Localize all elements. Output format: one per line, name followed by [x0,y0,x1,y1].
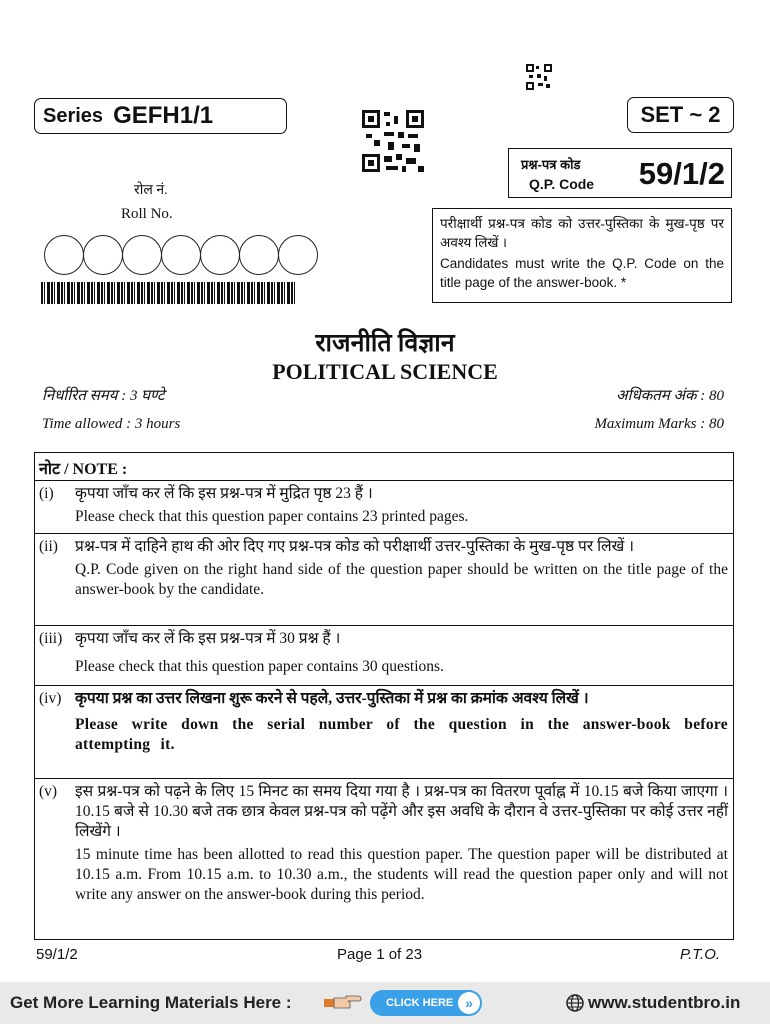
note-item-hindi: कृपया जाँच कर लें कि इस प्रश्न-पत्र में मुद्रित पृष्ठ 23 हैं । [75,485,373,502]
roll-digit-circle [83,235,123,275]
roll-digit-circle [278,235,318,275]
roll-digit-circle [239,235,279,275]
roll-digit-circle [161,235,201,275]
series-code: GEFH1/1 [113,102,214,129]
banner-text: Get More Learning Materials Here : [10,993,292,1012]
pointing-hand-icon [324,994,362,1010]
note-item-hindi: कृपया जाँच कर लें कि इस प्रश्न-पत्र में 30 प्रश्न हैं । [75,630,341,647]
qp-code-label: Q.P. Code [529,176,595,192]
click-here-button[interactable] [370,990,482,1016]
roll-digit-circle [200,235,240,275]
series-label: Series [43,104,104,127]
note-item-english: Q.P. Code given on the right hand side of the question paper should be written on the title page of the answer-book by the candidate. [75,561,728,598]
footer-paper-code: 59/1/2 [36,946,78,963]
note-item [35,685,733,776]
note-item-number: (iv) [39,690,62,707]
note-item-hindi: इस प्रश्न-पत्र को पढ़ने के लिए 15 मिनट का समय दिया गया है । प्रश्न-पत्र का वितरण पूर्वाह्न में 10.15 बजे किया जाएगा । 10.15 बजे से 10.30 बजे तक छात्र केवल प्रश्न-पत्र को पढ़ेंगे और इस अवधि के दौरान वे उत्तर-पुस्तिका पर कोई उत्तर नहीं लिखेंगे । [75,783,728,840]
note-item [35,533,733,629]
note-item-number: (ii) [39,538,58,555]
max-marks: Maximum Marks : 80 [594,416,724,432]
roll-digit-circle [44,235,84,275]
footer-page-number: Page 1 of 23 [337,946,423,963]
promo-banner [0,982,770,1024]
globe-icon [566,994,584,1012]
note-item-hindi: प्रश्न-पत्र में दाहिने हाथ की ओर दिए गए प्रश्न-पत्र कोड को परीक्षार्थी उत्तर-पुस्तिका के मुख-पृष्ठ पर लिखें । [75,538,635,555]
note-item-english: Please check that this question paper contains 30 questions. [75,658,444,675]
instruction-hindi: परीक्षार्थी प्रश्न-पत्र कोड को उत्तर-पुस्तिका के मुख-पृष्ठ पर अवश्य लिखें । [440,216,724,250]
note-item-hindi: कृपया प्रश्न का उत्तर लिखना शुरू करने से पहले, उत्तर-पुस्तिका में प्रश्न का क्रमांक अवश्य लिखें । [75,690,589,707]
set-box: SET ~ 2 [627,97,734,133]
note-item [35,480,733,531]
double-chevron-icon: » [458,992,480,1014]
instruction-english: Candidates must write the Q.P. Code on the title page of the answer-book. * [440,256,724,290]
note-item-english: Please check that this question paper contains 23 printed pages. [75,508,469,525]
qp-code-value: 59/1/2 [638,156,725,191]
click-here-label: CLICK HERE [386,997,454,1009]
time-allowed: Time allowed : 3 hours [42,416,181,432]
roll-digit-circle [122,235,162,275]
time-allowed-hindi: निर्धारित समय : 3 घण्टे [42,388,165,404]
qp-code-label-hindi: प्रश्न-पत्र कोड [521,157,581,172]
note-item [35,778,733,941]
series-box [34,98,287,134]
website-link[interactable]: www.studentbro.in [588,993,741,1012]
footer-pto: P.T.O. [680,946,721,963]
note-item-number: (v) [39,783,58,800]
note-item [35,625,733,684]
note-item-number: (iii) [39,630,63,647]
roll-no-label-hindi: रोल नं. [134,183,168,198]
qr-code [362,110,424,172]
note-heading: नोट / NOTE : [39,461,128,478]
qp-code-box [508,148,732,198]
note-item-english: 15 minute time has been allotted to read this question paper. The question paper will be distributed at 10.15 a.m. From 10.15 a.m. to 10.30 a.m., the students will read the question paper only and will not write any answer on the answer-book during this period. [75,846,728,903]
small-qr-code [526,64,552,90]
subject-title: POLITICAL SCIENCE [272,359,498,384]
note-table [34,452,734,940]
note-item-english: Please write down the serial number of the question in the answer-book before attempting it. [75,716,728,753]
barcode [41,282,297,304]
instruction-box [432,208,732,303]
roll-no-label: Roll No. [121,206,173,222]
max-marks-hindi: अधिकतम अंक : 80 [616,388,724,404]
note-item-number: (i) [39,485,54,502]
subject-title-hindi: राजनीति विज्ञान [315,330,455,357]
